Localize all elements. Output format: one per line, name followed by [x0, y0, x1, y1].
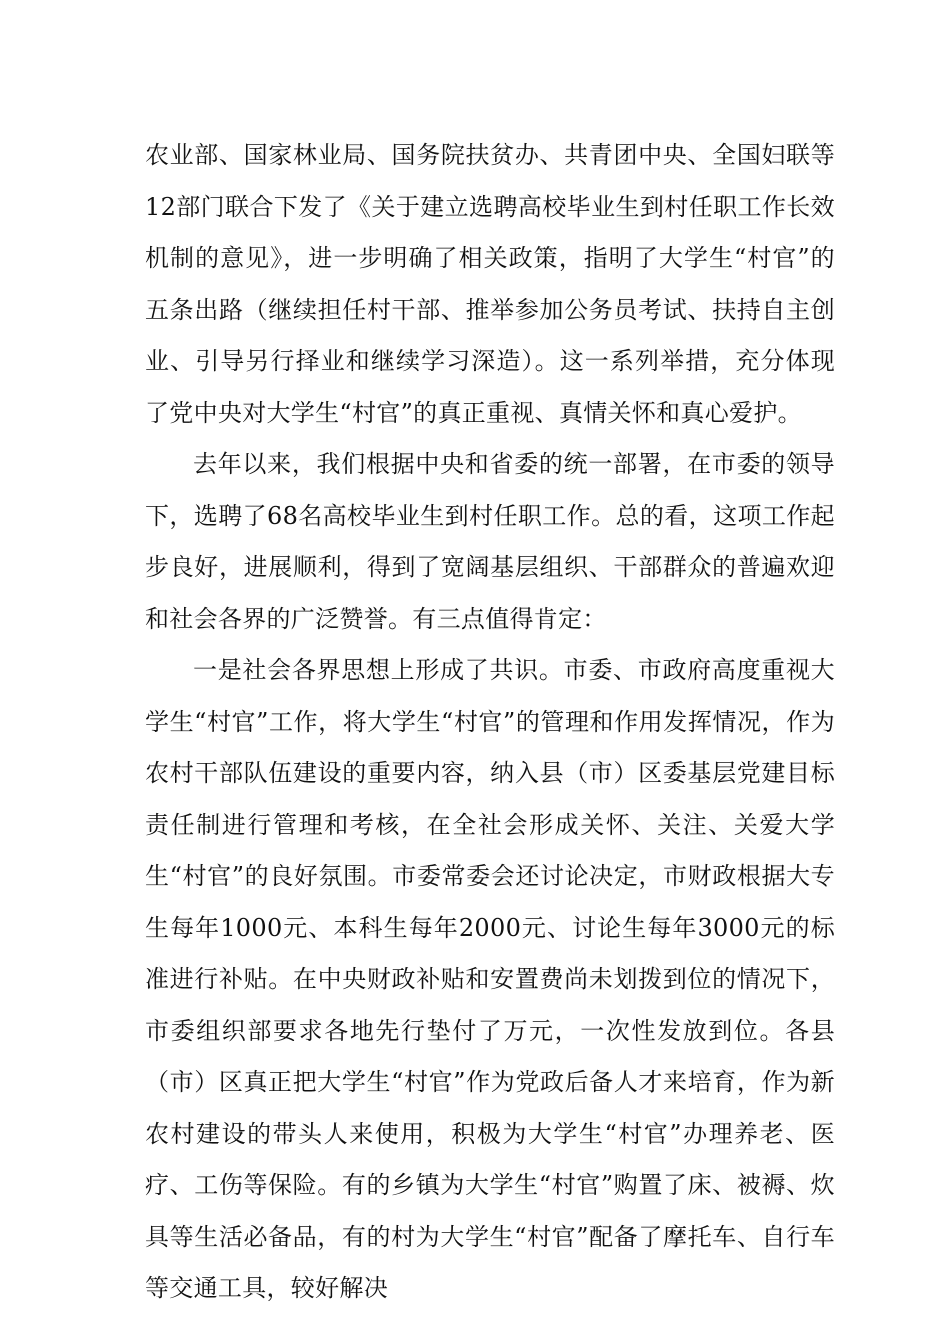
document-body	[145, 130, 835, 1315]
paragraph: 一是社会各界思想上形成了共识。市委、市政府高度重视大学生“村官”工作，将大学生“村官”的管理和作用发挥情况，作为农村干部队伍建设的重要内容，纳入县（市）区委基层党建目标责任制进行管理和考核，在全社会形成关怀、关注、关爱大学生“村官”的良好氛围。市委常委会还讨论决定，市财政根据大专生每年1000元、本科生每年2000元、讨论生每年3000元的标准进行补贴。在中央财政补贴和安置费尚未划拨到位的情况下，市委组织部要求各地先行垫付了万元，一次性发放到位。各县（市）区真正把大学生“村官”作为党政后备人才来培育，作为新农村建设的带头人来使用，积极为大学生“村官”办理养老、医疗、工伤等保险。有的乡镇为大学生“村官”购置了床、被褥、炊具等生活必备品，有的村为大学生“村官”配备了摩托车、自行车等交通工具，较好解决	[145, 656, 835, 1302]
paragraph: 去年以来，我们根据中央和省委的统一部署，在市委的领导下，选聘了68名高校毕业生到村任职工作。总的看，这项工作起步良好，进展顺利，得到了宽阔基层组织、干部群众的普遍欢迎和社会各界的广泛赞誉。有三点值得肯定：	[145, 450, 835, 633]
paragraph-continued: 农业部、国家林业局、国务院扶贫办、共青团中央、全国妇联等12部门联合下发了《关于建立选聘高校毕业生到村任职工作长效机制的意见》，进一步明确了相关政策，指明了大学生“村官”的五条出路（继续担任村干部、推举参加公务员考试、扶持自主创业、引导另行择业和继续学习深造）。这一系列举措，充分体现了党中央对大学生“村官”的真正重视、真情关怀和真心爱护。	[145, 141, 835, 427]
